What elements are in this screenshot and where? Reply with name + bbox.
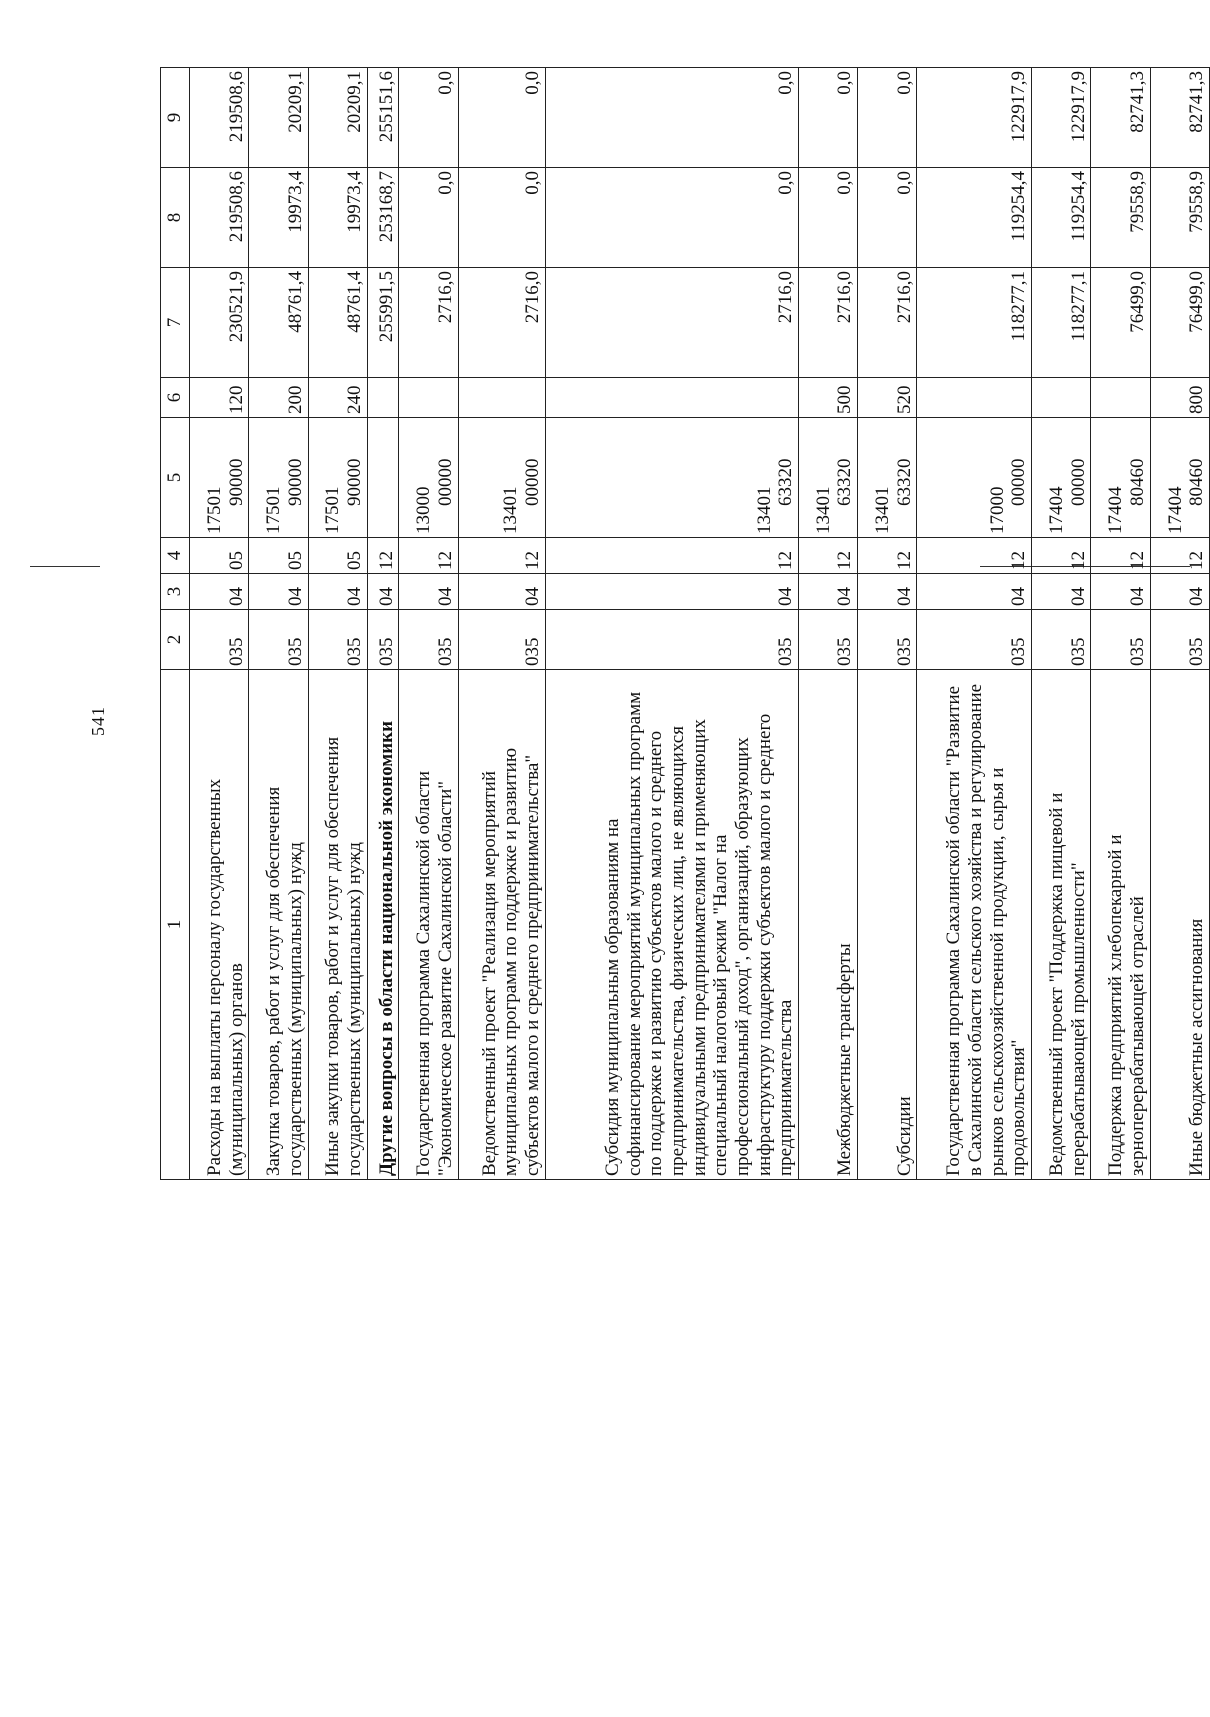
amount-col8: 0,0 xyxy=(798,168,857,268)
section-code: 04 xyxy=(917,574,1032,610)
page-number: 541 xyxy=(88,706,108,736)
target-code-part2: 00000 xyxy=(1067,458,1089,506)
target-code-part1: 13401 xyxy=(872,486,894,534)
expense-name: Субсидия муниципальным образованиям на софинансирование мероприятий муниципальных программ по поддержке и развитию субъектов малого и среднего предпринимательства, физических лиц, не являющихся индивидуальными предпринимателями и применяющих специальный налоговый режим "Налог на профессиональный доход", организаций, образующих инфраструктуру поддержки субъектов малого и среднего предпринимательства xyxy=(545,670,798,1180)
expense-type-code: 520 xyxy=(858,378,917,418)
ministry-code: 035 xyxy=(1091,610,1150,670)
subsection-code: 05 xyxy=(190,538,249,574)
amount-col9: 122917,9 xyxy=(917,68,1032,168)
amount-col8: 79558,9 xyxy=(1150,168,1209,268)
target-code-part2: 80460 xyxy=(1126,458,1148,506)
amount-col8: 0,0 xyxy=(458,168,545,268)
target-article-code xyxy=(399,418,458,538)
table-row xyxy=(399,68,458,1180)
amount-col8: 119254,4 xyxy=(1032,168,1091,268)
subsection-code: 12 xyxy=(798,538,857,574)
target-article-code xyxy=(545,418,798,538)
amount-col9: 0,0 xyxy=(858,68,917,168)
amount-col9: 0,0 xyxy=(458,68,545,168)
target-code-part1: 13401 xyxy=(753,486,775,534)
target-article-code xyxy=(798,418,857,538)
expense-type-code: 500 xyxy=(798,378,857,418)
ministry-code: 035 xyxy=(798,610,857,670)
section-code: 04 xyxy=(1091,574,1150,610)
expense-name: Расходы на выплаты персоналу государственных (муниципальных) органов xyxy=(190,670,249,1180)
amount-col7: 118277,1 xyxy=(917,268,1032,378)
subsection-code: 05 xyxy=(249,538,308,574)
table-row xyxy=(308,68,367,1180)
expense-name: Ведомственный проект "Поддержка пищевой и перерабатывающей промышленности" xyxy=(1032,670,1091,1180)
amount-col7: 118277,1 xyxy=(1032,268,1091,378)
amount-col7: 2716,0 xyxy=(545,268,798,378)
target-code-part2: 90000 xyxy=(344,458,366,506)
expense-type-code xyxy=(399,378,458,418)
amount-col9: 122917,9 xyxy=(1032,68,1091,168)
expense-type-code xyxy=(458,378,545,418)
expense-name: Закупка товаров, работ и услуг для обеспечения государственных (муниципальных) нужд xyxy=(249,670,308,1180)
subsection-code: 12 xyxy=(858,538,917,574)
table-row xyxy=(367,68,399,1180)
ministry-code: 035 xyxy=(308,610,367,670)
amount-col7: 255991,5 xyxy=(367,268,399,378)
expense-type-code: 800 xyxy=(1150,378,1209,418)
subsection-code: 12 xyxy=(917,538,1032,574)
expense-type-code xyxy=(545,378,798,418)
expense-name: Государственная программа Сахалинской области "Развитие в Сахалинской области сельского хозяйства и регулирование рынков сельскохозяйственной продукции, сырья и продовольствия" xyxy=(917,670,1032,1180)
expense-name: Другие вопросы в области национальной экономики xyxy=(367,670,399,1180)
section-code: 04 xyxy=(858,574,917,610)
amount-col8: 253168,7 xyxy=(367,168,399,268)
target-code-part1: 13401 xyxy=(812,486,834,534)
ministry-code: 035 xyxy=(399,610,458,670)
amount-col8: 219508,6 xyxy=(190,168,249,268)
expense-type-code xyxy=(1032,378,1091,418)
amount-col7: 76499,0 xyxy=(1150,268,1209,378)
target-code-part1: 17501 xyxy=(203,486,225,534)
ministry-code: 035 xyxy=(917,610,1032,670)
amount-col8: 19973,4 xyxy=(308,168,367,268)
section-code: 04 xyxy=(249,574,308,610)
amount-col9: 0,0 xyxy=(545,68,798,168)
target-article-code xyxy=(1032,418,1091,538)
amount-col7: 76499,0 xyxy=(1091,268,1150,378)
table-row xyxy=(858,68,917,1180)
amount-col7: 48761,4 xyxy=(249,268,308,378)
target-code-part1: 17501 xyxy=(263,486,285,534)
ministry-code: 035 xyxy=(458,610,545,670)
subsection-code: 12 xyxy=(1032,538,1091,574)
amount-col8: 119254,4 xyxy=(917,168,1032,268)
ministry-code: 035 xyxy=(249,610,308,670)
table-row xyxy=(798,68,857,1180)
expense-type-code: 120 xyxy=(190,378,249,418)
section-code: 04 xyxy=(308,574,367,610)
expense-type-code xyxy=(917,378,1032,418)
section-code: 04 xyxy=(1032,574,1091,610)
expense-name: Межбюджетные трансферты xyxy=(798,670,857,1180)
target-code-part1: 17000 xyxy=(986,486,1008,534)
amount-col8: 19973,4 xyxy=(249,168,308,268)
ministry-code: 035 xyxy=(190,610,249,670)
target-code-part2: 63320 xyxy=(893,458,915,506)
target-code-part2: 80460 xyxy=(1186,458,1208,506)
subsection-code: 12 xyxy=(458,538,545,574)
section-code: 04 xyxy=(399,574,458,610)
column-header: 8 xyxy=(161,168,190,268)
subsection-code: 12 xyxy=(1150,538,1209,574)
ministry-code: 035 xyxy=(1032,610,1091,670)
target-article-code xyxy=(308,418,367,538)
expense-name: Иные закупки товаров, работ и услуг для обеспечения государственных (муниципальных) нужд xyxy=(308,670,367,1180)
section-code: 04 xyxy=(458,574,545,610)
target-code-part2: 90000 xyxy=(284,458,306,506)
amount-col9: 82741,3 xyxy=(1091,68,1150,168)
subsection-code: 12 xyxy=(545,538,798,574)
amount-col7: 2716,0 xyxy=(798,268,857,378)
amount-col9: 255151,6 xyxy=(367,68,399,168)
expense-name: Ведомственный проект "Реализация мероприятий муниципальных программ по поддержке и развитию субъектов малого и среднего предпринимательства" xyxy=(458,670,545,1180)
amount-col9: 0,0 xyxy=(798,68,857,168)
subsection-code: 12 xyxy=(367,538,399,574)
subsection-code: 05 xyxy=(308,538,367,574)
target-article-code xyxy=(1091,418,1150,538)
target-code-part1: 17404 xyxy=(1046,486,1068,534)
table-row xyxy=(190,68,249,1180)
amount-col7: 48761,4 xyxy=(308,268,367,378)
expense-name: Субсидии xyxy=(858,670,917,1180)
target-code-part2: 63320 xyxy=(775,458,797,506)
table-row xyxy=(1150,68,1209,1180)
target-article-code xyxy=(249,418,308,538)
table-row xyxy=(1032,68,1091,1180)
column-header: 3 xyxy=(161,574,190,610)
section-code: 04 xyxy=(798,574,857,610)
column-header: 5 xyxy=(161,418,190,538)
table-row xyxy=(545,68,798,1180)
amount-col9: 219508,6 xyxy=(190,68,249,168)
section-code: 04 xyxy=(190,574,249,610)
column-header: 4 xyxy=(161,538,190,574)
expense-name: Поддержка предприятий хлебопекарной и зерноперерабатывающей отраслей xyxy=(1091,670,1150,1180)
budget-table xyxy=(160,67,1210,1180)
target-code-part1: 13000 xyxy=(413,486,435,534)
amount-col7: 2716,0 xyxy=(458,268,545,378)
amount-col8: 79558,9 xyxy=(1091,168,1150,268)
ministry-code: 035 xyxy=(545,610,798,670)
column-header: 1 xyxy=(161,670,190,1180)
target-article-code xyxy=(917,418,1032,538)
target-code-part1: 13401 xyxy=(500,486,522,534)
target-article-code xyxy=(458,418,545,538)
amount-col7: 230521,9 xyxy=(190,268,249,378)
target-article-code xyxy=(367,418,399,538)
amount-col8: 0,0 xyxy=(858,168,917,268)
column-number-row xyxy=(161,68,190,1180)
expense-type-code: 200 xyxy=(249,378,308,418)
table-row xyxy=(249,68,308,1180)
target-code-part2: 00000 xyxy=(434,458,456,506)
amount-col9: 20209,1 xyxy=(249,68,308,168)
amount-col9: 20209,1 xyxy=(308,68,367,168)
target-article-code xyxy=(858,418,917,538)
target-code-part2: 63320 xyxy=(834,458,856,506)
amount-col7: 2716,0 xyxy=(858,268,917,378)
target-article-code xyxy=(190,418,249,538)
subsection-code: 12 xyxy=(399,538,458,574)
target-code-part1: 17404 xyxy=(1105,486,1127,534)
amount-col8: 0,0 xyxy=(545,168,798,268)
expense-type-code xyxy=(367,378,399,418)
ministry-code: 035 xyxy=(858,610,917,670)
ministry-code: 035 xyxy=(367,610,399,670)
section-code: 04 xyxy=(367,574,399,610)
expense-type-code xyxy=(1091,378,1150,418)
scan-line xyxy=(30,566,100,567)
budget-table-body xyxy=(190,68,1210,1180)
target-code-part1: 17501 xyxy=(322,486,344,534)
table-row xyxy=(1091,68,1150,1180)
budget-table-frame xyxy=(160,68,1210,1180)
column-header: 2 xyxy=(161,610,190,670)
amount-col9: 82741,3 xyxy=(1150,68,1209,168)
amount-col7: 2716,0 xyxy=(399,268,458,378)
ministry-code: 035 xyxy=(1150,610,1209,670)
expense-name: Иные бюджетные ассигнования xyxy=(1150,670,1209,1180)
section-code: 04 xyxy=(545,574,798,610)
subsection-code: 12 xyxy=(1091,538,1150,574)
section-code: 04 xyxy=(1150,574,1209,610)
expense-name: Государственная программа Сахалинской области "Экономическое развитие Сахалинской области" xyxy=(399,670,458,1180)
column-header: 6 xyxy=(161,378,190,418)
amount-col9: 0,0 xyxy=(399,68,458,168)
column-header: 7 xyxy=(161,268,190,378)
target-code-part2: 00000 xyxy=(521,458,543,506)
table-row xyxy=(917,68,1032,1180)
table-row xyxy=(458,68,545,1180)
target-code-part1: 17404 xyxy=(1164,486,1186,534)
column-header: 9 xyxy=(161,68,190,168)
amount-col8: 0,0 xyxy=(399,168,458,268)
expense-type-code: 240 xyxy=(308,378,367,418)
target-code-part2: 00000 xyxy=(1008,458,1030,506)
target-article-code xyxy=(1150,418,1209,538)
target-code-part2: 90000 xyxy=(225,458,247,506)
